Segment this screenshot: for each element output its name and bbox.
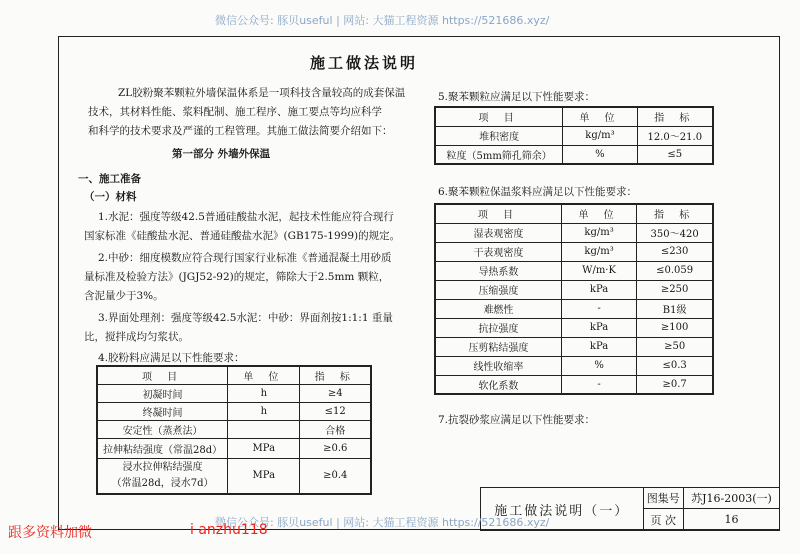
intro-line-2: 技术，其材料性能、浆料配制、施工程序、施工要点等均应科学 [88, 106, 382, 118]
table6-header-item: 项 目 [435, 204, 561, 223]
table4-cell: 安定性（蒸煮法） [97, 420, 228, 438]
page-number-value: 16 [683, 509, 779, 531]
table-row [435, 223, 713, 242]
table6-cell: 难燃性 [435, 299, 561, 318]
table4-cell: 初凝时间 [97, 384, 228, 402]
table5-header-item: 项 目 [435, 107, 563, 126]
item2-line-2: 量标准及检验方法》(JGJ52-92)的规定，筛除大于2.5mm 颗粒， [84, 271, 390, 283]
table-row [435, 375, 713, 394]
table5-cell: kg/m³ [563, 126, 637, 145]
table6-cell: 350～420 [637, 223, 713, 242]
table-row [97, 384, 371, 402]
table4-cell: 拉伸粘结强度（常温28d） [97, 438, 228, 458]
table4-cell: ≤12 [300, 402, 371, 420]
item3-line-2: 比，搅拌成均匀浆状。 [84, 331, 189, 343]
table6-cell: % [561, 356, 636, 375]
title-block-name: 施工做法说明（一） [481, 488, 644, 531]
table4-cell: MPa [228, 438, 300, 458]
item6-heading: 6.聚苯颗粒保温浆料应满足以下性能要求： [438, 186, 638, 198]
table4-cell [228, 420, 300, 438]
page-number-label: 页 次 [643, 509, 683, 531]
table-eps-granules [434, 106, 714, 165]
table5-cell: 粒度（5mm筛孔筛余） [435, 145, 563, 164]
table4-cell: ≥0.6 [300, 438, 371, 458]
table6-cell: ≥250 [637, 280, 713, 299]
table-gel-powder [96, 365, 372, 495]
table-row [435, 280, 713, 299]
table-row [97, 438, 371, 458]
item3-line-1: 3.界面处理剂：强度等级42.5水泥：中砂：界面剂按1:1:1 重量 [98, 312, 393, 324]
table6-cell: 干表观密度 [435, 242, 561, 261]
table-row [97, 402, 371, 420]
table4-cell: MPa [228, 458, 300, 494]
atlas-number-value: 苏J16-2003(一) [683, 488, 779, 509]
table6-cell: 压剪粘结强度 [435, 337, 561, 356]
table4-cell: ≥0.4 [300, 458, 371, 494]
watermark-top: 微信公众号: 豚贝useful | 网站: 大猫工程资源 https://521686.xyz/ [215, 14, 550, 27]
intro-line-1: ZL胶粉聚苯颗粒外墙保温体系是一项科技含量较高的成套保温 [118, 87, 406, 99]
table6-cell: 线性收缩率 [435, 356, 561, 375]
table4-header-index: 指 标 [300, 366, 371, 384]
table5-header-index: 指 标 [637, 107, 713, 126]
table4-header-item: 项 目 [97, 366, 228, 384]
table6-cell: - [561, 375, 636, 394]
item2-line-1: 2.中砂：细度模数应符合现行国家行业标准《普通混凝土用砂质 [98, 252, 392, 264]
table-row [435, 261, 713, 280]
table6-header-index: 指 标 [637, 204, 713, 223]
table6-cell: kg/m³ [561, 223, 636, 242]
table6-cell: ≥0.7 [637, 375, 713, 394]
table6-cell: kPa [561, 337, 636, 356]
table6-cell: 湿表观密度 [435, 223, 561, 242]
table4-header-unit: 单 位 [228, 366, 300, 384]
table-row [97, 458, 371, 494]
item4-heading: 4.胶粉料应满足以下性能要求： [98, 352, 245, 364]
table6-cell: 软化系数 [435, 375, 561, 394]
table6-header-unit: 单 位 [561, 204, 636, 223]
table6-cell: kPa [561, 318, 636, 337]
table4-cell: 合格 [300, 420, 371, 438]
table-row [97, 420, 371, 438]
table-row [435, 299, 713, 318]
table4-cell: 终凝时间 [97, 402, 228, 420]
table5-cell: 12.0～21.0 [637, 126, 713, 145]
atlas-number-label: 图集号 [643, 488, 683, 509]
table6-cell: ≤230 [637, 242, 713, 261]
item7-heading: 7.抗裂砂浆应满足以下性能要求： [438, 414, 596, 426]
item5-heading: 5.聚苯颗粒应满足以下性能要求： [438, 91, 596, 103]
item1-line-2: 国家标准《硅酸盐水泥、普通硅酸盐水泥》(GB175-1999)的规定。 [84, 230, 401, 242]
table6-cell: ≤0.059 [637, 261, 713, 280]
footer-red-left: 跟多资料加微 [8, 525, 92, 541]
table5-cell: % [563, 145, 637, 164]
subsection-heading: （一）材料 [84, 191, 137, 203]
table5-header-unit: 单 位 [563, 107, 637, 126]
table6-cell: ≥100 [637, 318, 713, 337]
table-row [435, 126, 713, 145]
table4-cell: ≥4 [300, 384, 371, 402]
table6-cell: B1级 [637, 299, 713, 318]
table4-cell: h [228, 384, 300, 402]
table6-cell: ≥50 [637, 337, 713, 356]
table-insulation-mortar [434, 203, 714, 395]
table4-cell: h [228, 402, 300, 420]
table-row [435, 356, 713, 375]
table-row [435, 318, 713, 337]
table-row [435, 337, 713, 356]
table6-cell: ≤0.3 [637, 356, 713, 375]
table6-cell: W/m·K [561, 261, 636, 280]
item2-line-3: 含泥量少于3%。 [84, 290, 164, 302]
table6-cell: 抗拉强度 [435, 318, 561, 337]
table6-cell: 导热系数 [435, 261, 561, 280]
page-title: 施工做法说明 [310, 54, 419, 72]
table6-cell: kg/m³ [561, 242, 636, 261]
table6-cell: kPa [561, 280, 636, 299]
table-row [435, 242, 713, 261]
table-row [435, 145, 713, 164]
table6-cell: - [561, 299, 636, 318]
footer-red-right: i anzhu118 [190, 522, 268, 538]
intro-line-3: 和科学的技术要求及严谨的工程管理。其施工做法简要介绍如下： [88, 125, 393, 137]
part-heading: 第一部分 外墙外保温 [172, 148, 271, 160]
item1-line-1: 1.水泥：强度等级42.5普通硅酸盐水泥，起技术性能应符合现行 [98, 211, 394, 223]
table5-cell: ≤5 [637, 145, 713, 164]
table6-cell: 压缩强度 [435, 280, 561, 299]
table4-cell: 浸水拉伸粘结强度 （常温28d，浸水7d） [97, 458, 228, 494]
section-heading: 一、施工准备 [78, 173, 141, 185]
watermark-bottom: 微信公众号: 豚贝useful | 网站: 大猫工程资源 https://521686.xyz/ [215, 516, 550, 529]
table5-cell: 堆积密度 [435, 126, 563, 145]
